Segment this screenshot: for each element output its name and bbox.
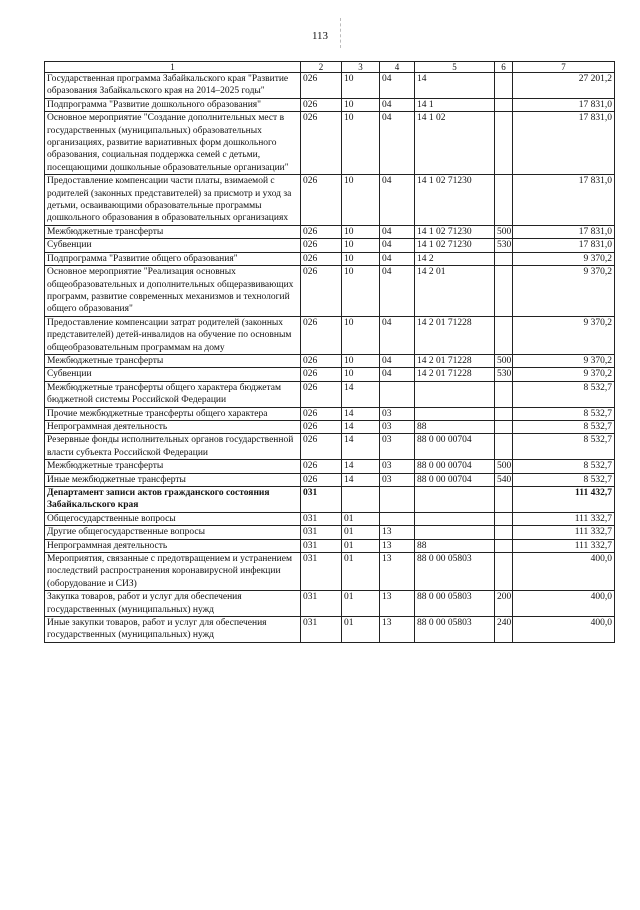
row-rz-cell: 01 — [342, 526, 380, 539]
row-pr-cell: 04 — [380, 368, 415, 381]
row-name-cell: Прочие межбюджетные трансферты общего характера — [45, 407, 301, 420]
row-pr-cell: 03 — [380, 473, 415, 486]
row-rz-cell: 01 — [342, 591, 380, 617]
row-vr-cell — [495, 381, 513, 407]
row-ved-cell: 031 — [301, 539, 342, 552]
row-sum-cell: 9 370,2 — [513, 368, 615, 381]
row-rz-cell: 14 — [342, 381, 380, 407]
table-row — [45, 407, 615, 420]
row-sum-cell: 8 532,7 — [513, 460, 615, 473]
row-csr-cell: 14 1 02 71230 — [415, 225, 495, 238]
row-sum-cell: 9 370,2 — [513, 266, 615, 317]
row-vr-cell — [495, 553, 513, 591]
row-pr-cell: 04 — [380, 98, 415, 111]
row-pr-cell: 03 — [380, 420, 415, 433]
row-sum-cell: 17 831,0 — [513, 225, 615, 238]
row-csr-cell — [415, 487, 495, 513]
row-ved-cell: 026 — [301, 381, 342, 407]
row-vr-cell — [495, 434, 513, 460]
row-ved-cell: 026 — [301, 239, 342, 252]
column-header: 5 — [415, 62, 495, 73]
page-number: 113 — [311, 30, 329, 42]
row-csr-cell: 88 0 00 00704 — [415, 434, 495, 460]
row-name-cell: Межбюджетные трансферты — [45, 354, 301, 367]
table-row — [45, 434, 615, 460]
row-csr-cell — [415, 526, 495, 539]
row-sum-cell: 9 370,2 — [513, 354, 615, 367]
row-name-cell: Предоставление компенсации части платы, взимаемой с родителей (законных представителей) за присмотр и уход за детьми, осваивающими образовательные программы дошкольного образования в образовательных организациях — [45, 175, 301, 226]
row-ved-cell: 026 — [301, 460, 342, 473]
row-rz-cell: 01 — [342, 512, 380, 525]
row-pr-cell: 04 — [380, 73, 415, 99]
row-name-cell: Общегосударственные вопросы — [45, 512, 301, 525]
row-rz-cell: 14 — [342, 407, 380, 420]
row-pr-cell: 04 — [380, 175, 415, 226]
row-ved-cell: 026 — [301, 266, 342, 317]
row-ved-cell: 031 — [301, 617, 342, 643]
row-pr-cell — [380, 487, 415, 513]
row-vr-cell — [495, 420, 513, 433]
row-csr-cell: 88 0 00 05803 — [415, 591, 495, 617]
row-rz-cell: 10 — [342, 354, 380, 367]
row-vr-cell — [495, 487, 513, 513]
table-row — [45, 239, 615, 252]
table-row — [45, 591, 615, 617]
row-rz-cell: 01 — [342, 617, 380, 643]
row-sum-cell: 8 532,7 — [513, 420, 615, 433]
row-name-cell: Основное мероприятие "Реализация основных общеобразовательных и дополнительных общеразвивающих программ, развитие современных механизмов и технологий общего образования" — [45, 266, 301, 317]
row-pr-cell: 04 — [380, 112, 415, 175]
row-pr-cell: 04 — [380, 266, 415, 317]
row-vr-cell: 530 — [495, 368, 513, 381]
row-pr-cell: 03 — [380, 407, 415, 420]
row-csr-cell: 14 1 02 71230 — [415, 175, 495, 226]
row-ved-cell: 026 — [301, 316, 342, 354]
row-sum-cell: 111 332,7 — [513, 526, 615, 539]
row-ved-cell: 031 — [301, 553, 342, 591]
row-name-cell: Межбюджетные трансферты — [45, 225, 301, 238]
row-name-cell: Субвенции — [45, 239, 301, 252]
row-vr-cell — [495, 407, 513, 420]
row-pr-cell: 04 — [380, 252, 415, 265]
column-header: 6 — [495, 62, 513, 73]
row-name-cell: Иные закупки товаров, работ и услуг для обеспечения государственных (муниципальных) нужд — [45, 617, 301, 643]
row-name-cell: Основное мероприятие "Создание дополнительных мест в государственных (муниципальных) образовательных организациях, развитие вариативных форм дошкольного образования, социальная поддержка семей с детьми, посещающими дошкольные образовательные организации" — [45, 112, 301, 175]
row-ved-cell: 026 — [301, 252, 342, 265]
row-pr-cell: 13 — [380, 526, 415, 539]
row-csr-cell: 14 — [415, 73, 495, 99]
row-rz-cell: 10 — [342, 175, 380, 226]
row-sum-cell: 8 532,7 — [513, 473, 615, 486]
row-csr-cell: 88 0 00 05803 — [415, 617, 495, 643]
row-pr-cell: 13 — [380, 539, 415, 552]
row-vr-cell — [495, 175, 513, 226]
row-vr-cell: 200 — [495, 591, 513, 617]
table-row — [45, 316, 615, 354]
row-name-cell: Подпрограмма "Развитие общего образования" — [45, 252, 301, 265]
row-vr-cell — [495, 73, 513, 99]
table-row — [45, 354, 615, 367]
row-rz-cell: 10 — [342, 73, 380, 99]
row-pr-cell — [380, 512, 415, 525]
row-name-cell: Другие общегосударственные вопросы — [45, 526, 301, 539]
row-name-cell: Государственная программа Забайкальского края "Развитие образования Забайкальского края на 2014–2025 годы" — [45, 73, 301, 99]
row-vr-cell — [495, 112, 513, 175]
row-pr-cell: 13 — [380, 617, 415, 643]
row-name-cell: Межбюджетные трансферты общего характера бюджетам бюджетной системы Российской Федерации — [45, 381, 301, 407]
row-sum-cell: 400,0 — [513, 591, 615, 617]
row-csr-cell: 88 — [415, 420, 495, 433]
row-pr-cell — [380, 381, 415, 407]
row-sum-cell: 400,0 — [513, 553, 615, 591]
row-pr-cell: 04 — [380, 316, 415, 354]
row-ved-cell: 026 — [301, 175, 342, 226]
row-sum-cell: 9 370,2 — [513, 316, 615, 354]
row-sum-cell: 17 831,0 — [513, 175, 615, 226]
row-vr-cell: 240 — [495, 617, 513, 643]
row-rz-cell: 10 — [342, 98, 380, 111]
row-vr-cell: 540 — [495, 473, 513, 486]
row-csr-cell: 14 2 01 71228 — [415, 316, 495, 354]
row-csr-cell: 88 — [415, 539, 495, 552]
row-ved-cell: 031 — [301, 526, 342, 539]
row-rz-cell: 14 — [342, 473, 380, 486]
table-row — [45, 539, 615, 552]
table-row — [45, 225, 615, 238]
column-header: 3 — [342, 62, 380, 73]
row-ved-cell: 026 — [301, 98, 342, 111]
row-vr-cell: 500 — [495, 460, 513, 473]
row-name-cell: Иные межбюджетные трансферты — [45, 473, 301, 486]
row-name-cell: Резервные фонды исполнительных органов государственной власти субъекта Российской Федерации — [45, 434, 301, 460]
row-pr-cell: 13 — [380, 591, 415, 617]
row-ved-cell: 031 — [301, 591, 342, 617]
row-rz-cell: 10 — [342, 225, 380, 238]
row-pr-cell: 03 — [380, 434, 415, 460]
row-rz-cell: 10 — [342, 252, 380, 265]
row-ved-cell: 026 — [301, 420, 342, 433]
column-header: 1 — [45, 62, 301, 73]
row-pr-cell: 04 — [380, 239, 415, 252]
row-csr-cell: 14 2 01 71228 — [415, 368, 495, 381]
row-name-cell: Департамент записи актов гражданского состояния Забайкальского края — [45, 487, 301, 513]
row-vr-cell — [495, 98, 513, 111]
row-rz-cell: 14 — [342, 434, 380, 460]
row-name-cell: Предоставление компенсации затрат родителей (законных представителей) детей-инвалидов на обучение по основным общеобразовательным программам на дому — [45, 316, 301, 354]
header-row — [45, 62, 615, 73]
row-name-cell: Межбюджетные трансферты — [45, 460, 301, 473]
row-ved-cell: 026 — [301, 112, 342, 175]
row-vr-cell — [495, 512, 513, 525]
row-name-cell: Подпрограмма "Развитие дошкольного образования" — [45, 98, 301, 111]
row-ved-cell: 031 — [301, 487, 342, 513]
row-sum-cell: 17 831,0 — [513, 239, 615, 252]
table-row — [45, 381, 615, 407]
table-row — [45, 487, 615, 513]
row-vr-cell: 500 — [495, 354, 513, 367]
row-name-cell: Непрограммная деятельность — [45, 539, 301, 552]
row-rz-cell: 14 — [342, 460, 380, 473]
row-ved-cell: 026 — [301, 354, 342, 367]
table-row — [45, 553, 615, 591]
row-vr-cell: 530 — [495, 239, 513, 252]
row-csr-cell: 14 1 — [415, 98, 495, 111]
row-sum-cell: 111 332,7 — [513, 512, 615, 525]
row-pr-cell: 03 — [380, 460, 415, 473]
row-csr-cell: 14 2 01 71228 — [415, 354, 495, 367]
budget-table — [44, 61, 615, 643]
row-sum-cell: 17 831,0 — [513, 98, 615, 111]
row-rz-cell: 01 — [342, 553, 380, 591]
row-ved-cell: 026 — [301, 368, 342, 381]
row-csr-cell — [415, 512, 495, 525]
row-ved-cell: 026 — [301, 407, 342, 420]
table-row — [45, 473, 615, 486]
table-row — [45, 266, 615, 317]
row-ved-cell: 026 — [301, 225, 342, 238]
row-rz-cell: 10 — [342, 368, 380, 381]
row-vr-cell — [495, 539, 513, 552]
row-vr-cell: 500 — [495, 225, 513, 238]
row-csr-cell: 14 1 02 — [415, 112, 495, 175]
table-row — [45, 98, 615, 111]
row-csr-cell: 88 0 00 05803 — [415, 553, 495, 591]
table-row — [45, 512, 615, 525]
row-sum-cell: 9 370,2 — [513, 252, 615, 265]
row-vr-cell — [495, 316, 513, 354]
row-csr-cell: 88 0 00 00704 — [415, 473, 495, 486]
row-rz-cell: 10 — [342, 239, 380, 252]
row-pr-cell: 04 — [380, 225, 415, 238]
row-pr-cell: 13 — [380, 553, 415, 591]
row-vr-cell — [495, 252, 513, 265]
row-rz-cell: 10 — [342, 316, 380, 354]
row-name-cell: Субвенции — [45, 368, 301, 381]
row-sum-cell: 111 432,7 — [513, 487, 615, 513]
table-row — [45, 368, 615, 381]
column-header: 4 — [380, 62, 415, 73]
row-vr-cell — [495, 526, 513, 539]
row-csr-cell: 88 0 00 00704 — [415, 460, 495, 473]
row-sum-cell: 8 532,7 — [513, 381, 615, 407]
table-row — [45, 175, 615, 226]
table-row — [45, 73, 615, 99]
row-name-cell: Закупка товаров, работ и услуг для обеспечения государственных (муниципальных) нужд — [45, 591, 301, 617]
row-csr-cell: 14 2 — [415, 252, 495, 265]
row-csr-cell — [415, 407, 495, 420]
column-header: 2 — [301, 62, 342, 73]
row-name-cell: Непрограммная деятельность — [45, 420, 301, 433]
row-ved-cell: 026 — [301, 434, 342, 460]
row-vr-cell — [495, 266, 513, 317]
table-row — [45, 112, 615, 175]
table-row — [45, 617, 615, 643]
row-sum-cell: 8 532,7 — [513, 407, 615, 420]
row-rz-cell: 10 — [342, 112, 380, 175]
row-sum-cell: 8 532,7 — [513, 434, 615, 460]
table-row — [45, 526, 615, 539]
table-row — [45, 252, 615, 265]
row-sum-cell: 400,0 — [513, 617, 615, 643]
row-rz-cell: 10 — [342, 266, 380, 317]
row-csr-cell — [415, 381, 495, 407]
row-ved-cell: 031 — [301, 512, 342, 525]
row-sum-cell: 27 201,2 — [513, 73, 615, 99]
row-pr-cell: 04 — [380, 354, 415, 367]
row-name-cell: Мероприятия, связанные с предотвращением и устранением последствий распространения коронавирусной инфекции (оборудование и СИЗ) — [45, 553, 301, 591]
row-ved-cell: 026 — [301, 473, 342, 486]
row-sum-cell: 17 831,0 — [513, 112, 615, 175]
row-csr-cell: 14 1 02 71230 — [415, 239, 495, 252]
column-header: 7 — [513, 62, 615, 73]
row-ved-cell: 026 — [301, 73, 342, 99]
row-rz-cell — [342, 487, 380, 513]
row-rz-cell: 01 — [342, 539, 380, 552]
row-csr-cell: 14 2 01 — [415, 266, 495, 317]
row-rz-cell: 14 — [342, 420, 380, 433]
row-sum-cell: 111 332,7 — [513, 539, 615, 552]
table-row — [45, 460, 615, 473]
table-row — [45, 420, 615, 433]
